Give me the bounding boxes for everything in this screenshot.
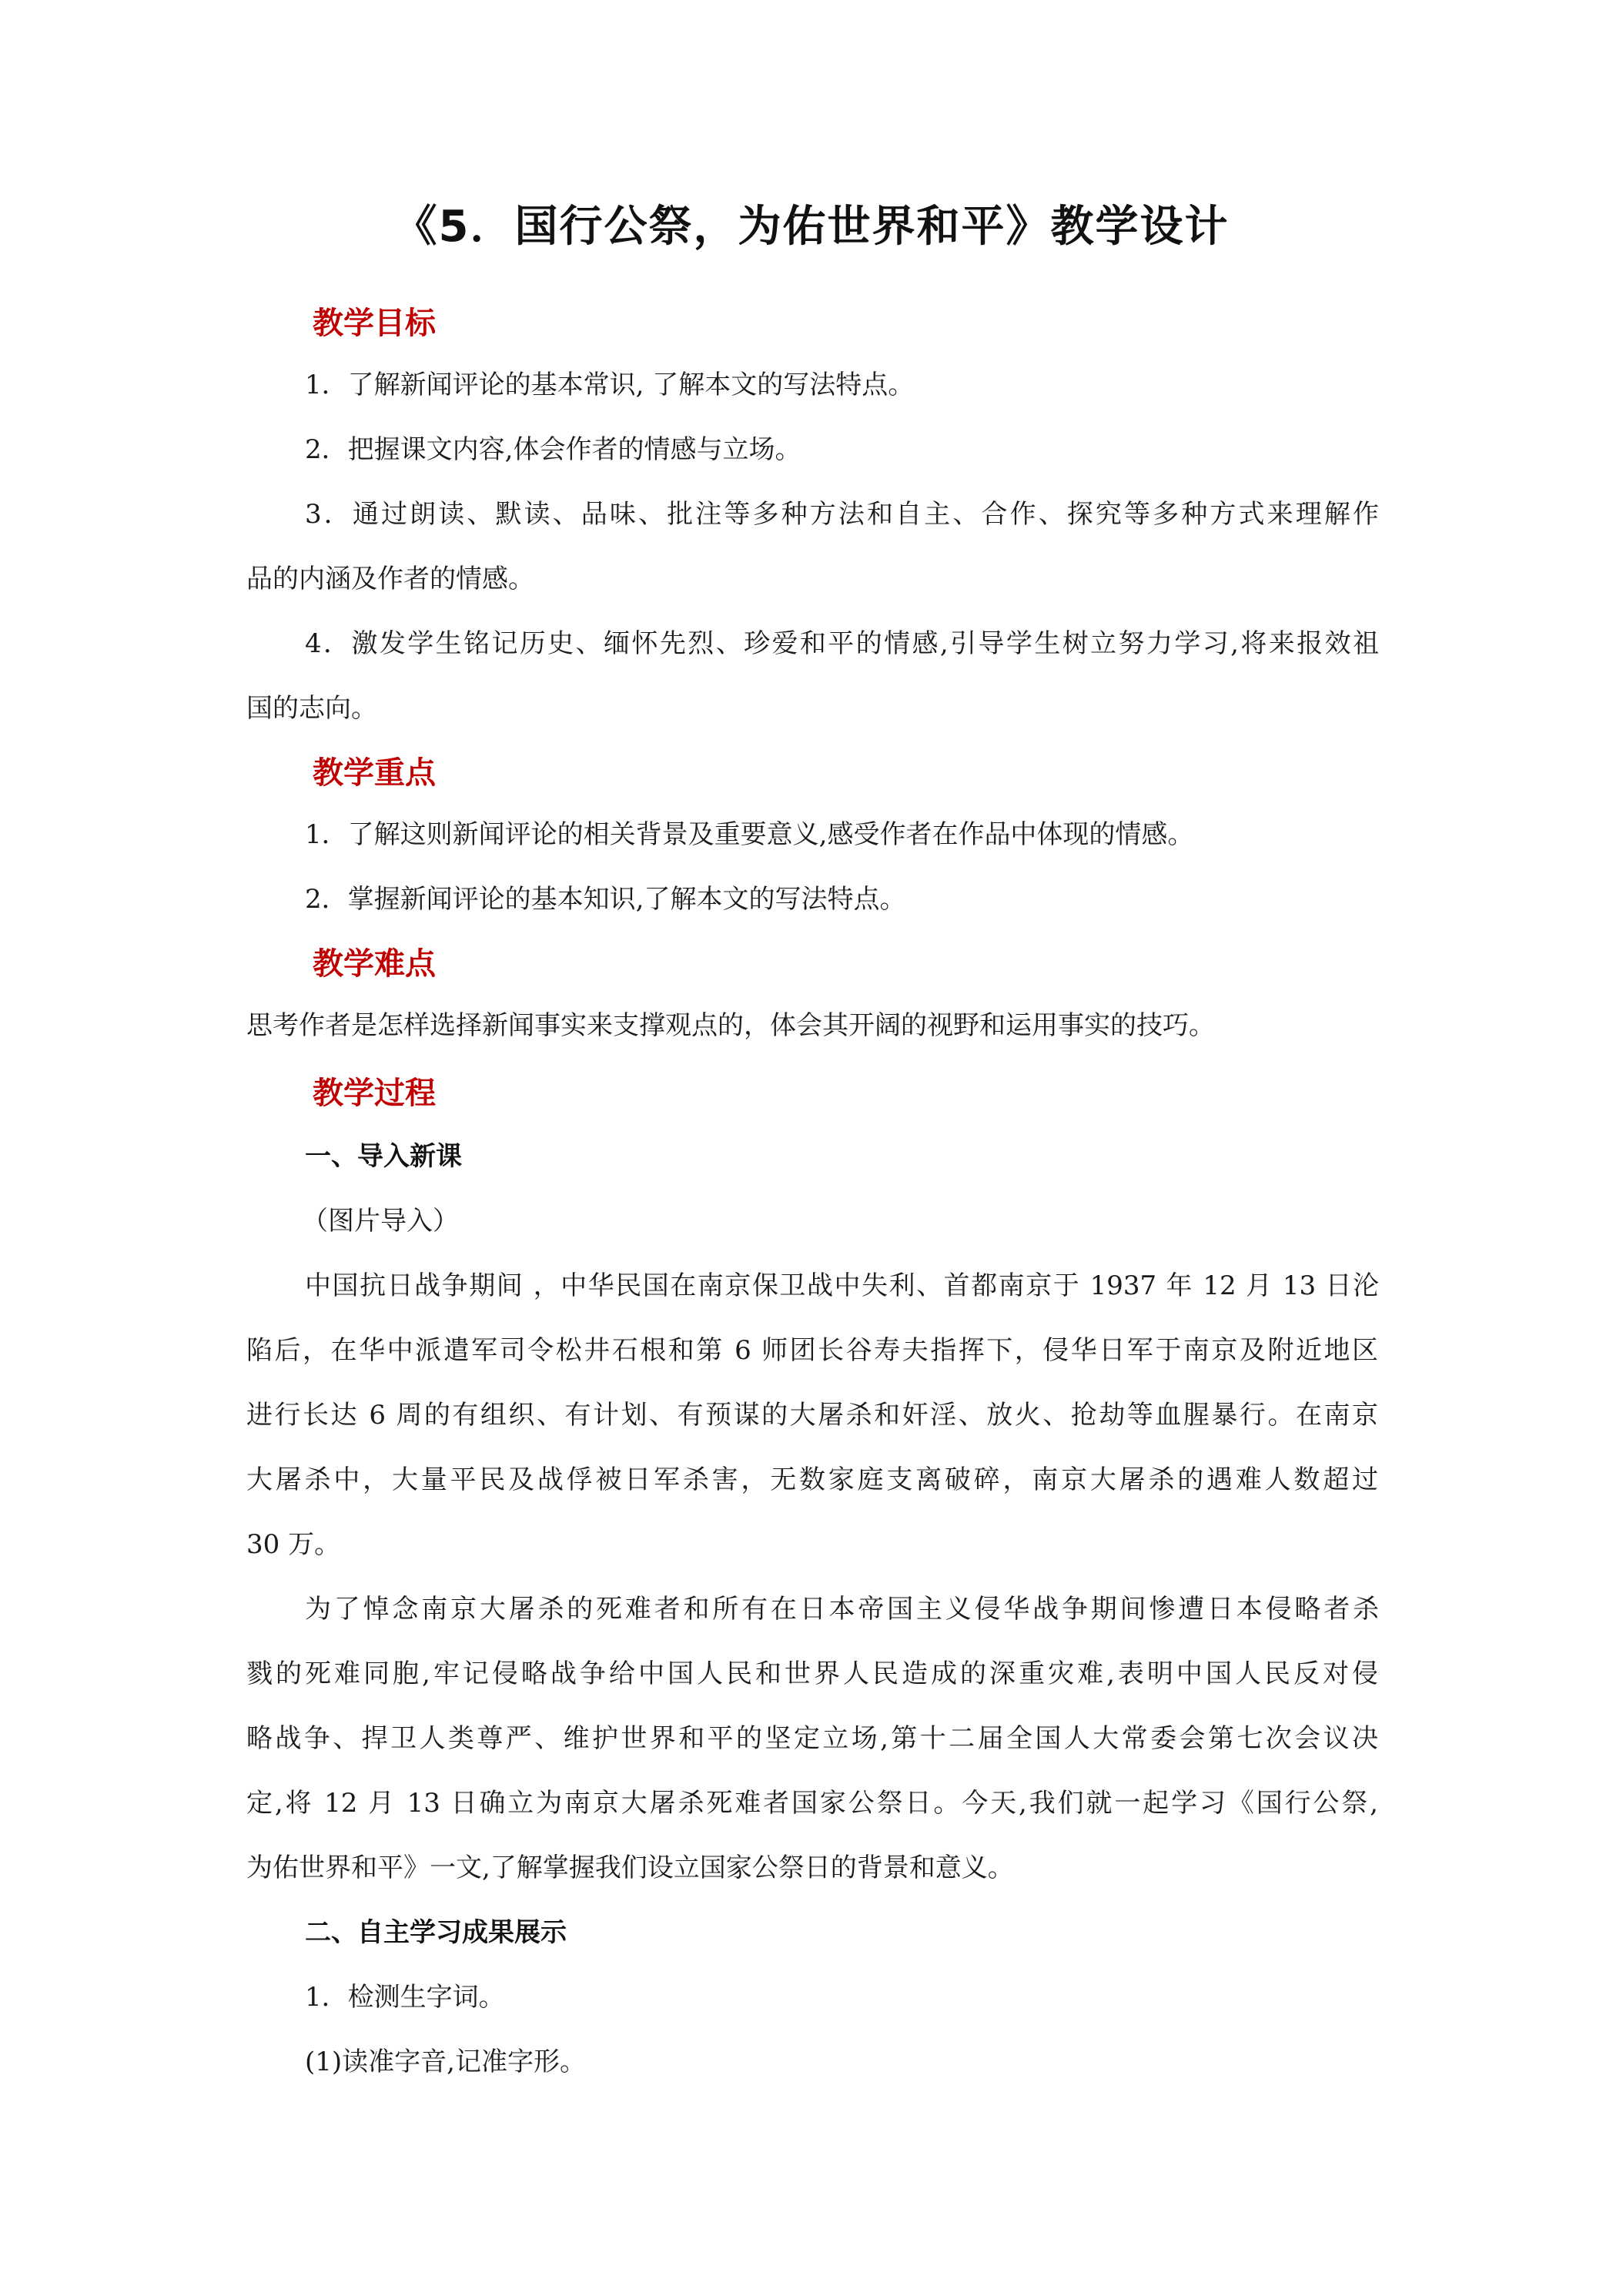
- step1-para1-line: 陷后，在华中派遣军司令松井石根和第 6 师团长谷寿夫指挥下，侵华日军于南京及附近地区: [246, 1335, 1378, 1366]
- objective-line: 4．激发学生铭记历史、缅怀先烈、珍爱和平的情感,引导学生树立努力学习,将来报效祖: [305, 628, 1379, 659]
- step1-para2-line: 略战争、捍卫人类尊严、维护世界和平的坚定立场,第十二届全国人大常委会第七次会议决: [246, 1723, 1378, 1754]
- objectives-heading: 教学目标: [313, 306, 436, 341]
- difficulty-heading: 教学难点: [313, 946, 436, 982]
- step1-para1-line: 30 万。: [246, 1529, 341, 1560]
- step1-para1-line: 进行长达 6 周的有组织、有计划、有预谋的大屠杀和奸淫、放火、抢劫等血腥暴行。在南京: [246, 1400, 1378, 1431]
- step1-heading: 一、导入新课: [305, 1141, 462, 1172]
- objective-line: 3．通过朗读、默读、品味、批注等多种方法和自主、合作、探究等多种方式来理解作: [305, 499, 1379, 530]
- objective-line: 2．把握课文内容,体会作者的情感与立场。: [305, 434, 801, 465]
- objective-line: 品的内涵及作者的情感。: [246, 564, 534, 594]
- document-title: 《5．国行公祭，为佑世界和平》教学设计: [393, 202, 1230, 252]
- difficulty-text: 思考作者是怎样选择新闻事实来支撑观点的，体会其开阔的视野和运用事实的技巧。: [246, 1010, 1215, 1041]
- objective-line: 1．了解新闻评论的基本常识, 了解本文的写法特点。: [305, 370, 915, 400]
- step1-para2-line: 为了悼念南京大屠杀的死难者和所有在日本帝国主义侵华战争期间惨遭日本侵略者杀: [305, 1594, 1379, 1625]
- key-point-line: 2．掌握新闻评论的基本知识,了解本文的写法特点。: [305, 884, 906, 915]
- objective-line: 国的志向。: [246, 693, 377, 724]
- step1-para2-line: 为佑世界和平》一文,了解掌握我们设立国家公祭日的背景和意义。: [246, 1853, 1014, 1883]
- step1-para2-line: 戮的死难同胞,牢记侵略战争给中国人民和世界人民造成的深重灾难,表明中国人民反对侵: [246, 1658, 1378, 1689]
- step1-para1-line: 中国抗日战争期间 ，中华民国在南京保卫战中失利、首都南京于 1937 年 12 月 13 日沦: [305, 1270, 1379, 1301]
- step1-note: （图片导入）: [302, 1206, 459, 1237]
- key-point-line: 1．了解这则新闻评论的相关背景及重要意义,感受作者在作品中体现的情感。: [305, 819, 1194, 850]
- step2-item: 1．检测生字词。: [305, 1982, 505, 2013]
- key-points-heading: 教学重点: [313, 755, 436, 791]
- step1-para1-line: 大屠杀中，大量平民及战俘被日军杀害，无数家庭支离破碎，南京大屠杀的遇难人数超过: [246, 1464, 1378, 1495]
- step1-para2-line: 定,将 12 月 13 日确立为南京大屠杀死难者国家公祭日。今天,我们就一起学习《国行公祭,: [246, 1788, 1378, 1819]
- process-heading: 教学过程: [313, 1076, 436, 1111]
- step2-heading: 二、自主学习成果展示: [305, 1917, 567, 1948]
- step2-item: (1)读准字音,记准字形。: [305, 2047, 586, 2077]
